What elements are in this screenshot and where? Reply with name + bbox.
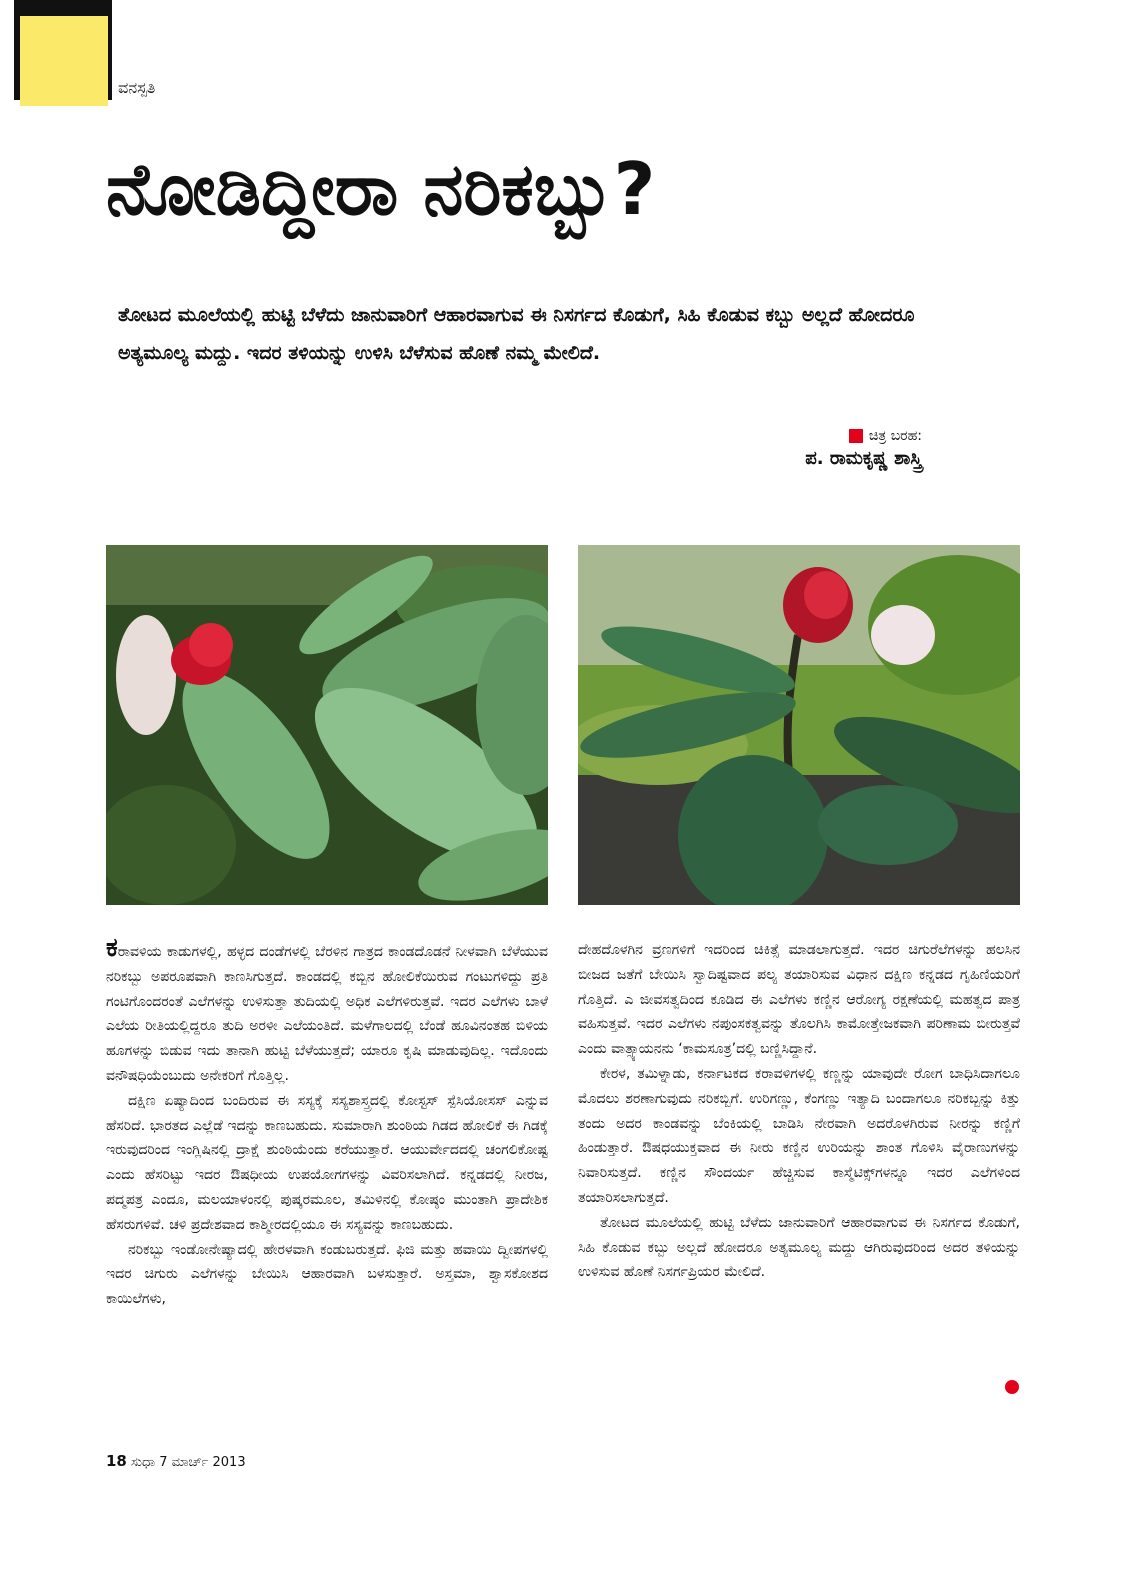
- end-mark-icon: [1005, 1380, 1019, 1394]
- body-column-left: [106, 933, 548, 1312]
- body-paragraph: ನರಿಕಬ್ಬು ಇಂಡೋನೇಷ್ಯಾದಲ್ಲಿ ಹೇರಳವಾಗಿ ಕಂಡುಬರುತ್ತದೆ. ಫಿಜಿ ಮತ್ತು ಹವಾಯಿ ದ್ವೀಪಗಳಲ್ಲಿ ಇದರ ಚಿಗುರು ಎಲೆಗಳನ್ನು ಬೇಯಿಸಿ ಆಹಾರವಾಗಿ ಬಳಸುತ್ತಾರೆ. ಅಸ್ತಮಾ, ಶ್ವಾಸಕೋಶದ ಕಾಯಿಲೆಗಳು,: [106, 1241, 548, 1308]
- body-paragraph: ದೇಹದೊಳಗಿನ ವ್ರಣಗಳಿಗೆ ಇದರಿಂದ ಚಿಕಿತ್ಸೆ ಮಾಡಲಾಗುತ್ತದೆ. ಇದರ ಚಿಗುರೆಲೆಗಳನ್ನು ಹಲಸಿನ ಬೀಜದ ಜತೆಗೆ ಬೇಯಿಸಿ ಸ್ವಾದಿಷ್ಟವಾದ ಪಲ್ಯ ತಯಾರಿಸುವ ವಿಧಾನ ದಕ್ಷಿಣ ಕನ್ನಡದ ಗೃಹಿಣಿಯರಿಗೆ ಗೊತ್ತಿದೆ. ಎ ಜೀವಸತ್ವದಿಂದ ಕೂಡಿದ ಈ ಎಲೆಗಳು ಕಣ್ಣಿನ ಆರೋಗ್ಯ ರಕ್ಷಣೆಯಲ್ಲಿ ಮಹತ್ವದ ಪಾತ್ರ ವಹಿಸುತ್ತವೆ. ಇದರ ಎಲೆಗಳು ನಪುಂಸಕತ್ವವನ್ನು ತೊಲಗಿಸಿ ಕಾಮೋತ್ತೇಜಕವಾಗಿ ಪರಿಣಾಮ ಬೀರುತ್ತವೆ ಎಂದು ವಾತ್ಸ್ಯಾಯನನು ‘ಕಾಮಸೂತ್ರ’ದಲ್ಲಿ ಬಣ್ಣಿಸಿದ್ದಾನೆ.: [578, 942, 1020, 1058]
- standfirst: ತೋಟದ ಮೂಲೆಯಲ್ಲಿ ಹುಟ್ಟಿ ಬೆಳೆದು ಜಾನುವಾರಿಗೆ ಆಹಾರವಾಗುವ ಈ ನಿಸರ್ಗದ ಕೊಡುಗೆ, ಸಿಹಿ ಕೊಡುವ ಕಬ್ಬು ಅಲ್ಲದೆ ಹೋದರೂ ಅತ್ಯಮೂಲ್ಯ ಮದ್ದು. ಇದರ ತಳಿಯನ್ನು ಉಳಿಸಿ ಬೆಳೆಸುವ ಹೊಣೆ ನಮ್ಮ ಮೇಲಿದೆ.: [118, 304, 915, 364]
- plant-photo-right: [578, 545, 1020, 905]
- drop-cap: ಕ: [106, 933, 118, 963]
- section-label: ವನಸ್ಪತಿ: [118, 78, 156, 97]
- body-paragraph: [106, 933, 548, 1089]
- body-paragraph: ತೋಟದ ಮೂಲೆಯಲ್ಲಿ ಹುಟ್ಟಿ ಬೆಳೆದು ಜಾನುವಾರಿಗೆ ಆಹಾರವಾಗುವ ಈ ನಿಸರ್ಗದ ಕೊಡುಗೆ, ಸಿಹಿ ಕೊಡುವ ಕಬ್ಬು ಅಲ್ಲದೆ ಹೋದರೂ ಅತ್ಯಮೂಲ್ಯ ಮದ್ದು ಆಗಿರುವುದರಿಂದ ಅದರ ತಳಿಯನ್ನು ಉಳಿಸುವ ಹೊಣೆ ನಿಸರ್ಗಪ್ರಿಯರ ಮೇಲಿದೆ.: [578, 1214, 1020, 1281]
- body-paragraph: ದಕ್ಷಿಣ ಏಷ್ಯಾದಿಂದ ಬಂದಿರುವ ಈ ಸಸ್ಯಕ್ಕೆ ಸಸ್ಯಶಾಸ್ತ್ರದಲ್ಲಿ ಕೋಸ್ಟಸ್ ಸ್ಪೆಸಿಯೋಸಸ್ ಎನ್ನುವ ಹೆಸರಿದೆ. ಭಾರತದ ಎಲ್ಲೆಡೆ ಇದನ್ನು ಕಾಣಬಹುದು. ಸುಮಾರಾಗಿ ಶುಂಠಿಯ ಗಿಡದ ಹೋಲಿಕೆ ಈ ಗಿಡಕ್ಕೆ ಇರುವುದರಿಂದ ಇಂಗ್ಲಿಷಿನಲ್ಲಿ ದ್ರಾಕ್ಷೆ ಶುಂಠಿಯೆಂದು ಕರೆಯುತ್ತಾರೆ. ಆಯುರ್ವೇದದಲ್ಲಿ ಚಂಗಲಿಕೋಷ್ಟ ಎಂದು ಹೆಸರಿಟ್ಟು ಇದರ ಔಷಧೀಯ ಉಪಯೋಗಗಳನ್ನು ವಿವರಿಸಲಾಗಿದೆ. ಕನ್ನಡದಲ್ಲಿ ನೀರಜ, ಪದ್ಮಪತ್ರ ಎಂದೂ, ಮಲಯಾಳಂನಲ್ಲಿ ಪುಷ್ಕರಮೂಲ, ತಮಿಳಿನಲ್ಲಿ ಕೋಷ್ಠಂ ಮುಂತಾಗಿ ಪ್ರಾದೇಶಿಕ ಹೆಸರುಗಳಿವೆ. ಚಳಿ ಪ್ರದೇಶವಾದ ಕಾಶ್ಮೀರದಲ್ಲಿಯೂ ಈ ಸಸ್ಯವನ್ನು ಕಾಣಬಹುದು.: [106, 1092, 548, 1233]
- body-paragraph-text: ರಾವಳಿಯ ಕಾಡುಗಳಲ್ಲಿ, ಹಳ್ಳದ ದಂಡೆಗಳಲ್ಲಿ ಬೆರಳಿನ ಗಾತ್ರದ ಕಾಂಡದೊಡನೆ ನೀಳವಾಗಿ ಬೆಳೆಯುವ ನರಿಕಬ್ಬು ಅಪರೂಪವಾಗಿ ಕಾಣಸಿಗುತ್ತದೆ. ಕಾಂಡದಲ್ಲಿ ಕಬ್ಬಿನ ಹೋಲಿಕೆಯಿರುವ ಗಂಟುಗಳಿದ್ದು ಪ್ರತಿ ಗಂಟಿಗೊಂದರಂತೆ ಎಲೆಗಳನ್ನು ಉಳಿಸುತ್ತಾ ತುದಿಯಲ್ಲಿ ಅಧಿಕ ಎಲೆಗಳಿರುತ್ತವೆ. ಇದರ ಎಲೆಗಳು ಬಾಳೆ ಎಲೆಯ ರೀತಿಯಲ್ಲಿದ್ದರೂ ತುದಿ ಅರಳೀ ಎಲೆಯಂತಿದೆ. ಮಳೆಗಾಲದಲ್ಲಿ ಬೆಂಡೆ ಹೂವಿನಂತಹ ಬಿಳಿಯ ಹೂಗಳನ್ನು ಬಿಡುವ ಇದು ತಾನಾಗಿ ಹುಟ್ಟಿ ಬೆಳೆಯುತ್ತದೆ; ಯಾರೂ ಕೃಷಿ ಮಾಡುವುದಿಲ್ಲ. ಇದೊಂದು ವನೌಷಧಿಯೆಂಬುದು ಅನೇಕರಿಗೆ ಗೊತ್ತಿಲ್ಲ.: [106, 944, 548, 1084]
- plant-photo-left: [106, 545, 548, 905]
- issue-date: 7 ಮಾರ್ಚ್ 2013: [159, 1455, 246, 1470]
- headline: ನೋಡಿದ್ದೀರಾ ನರಿಕಬ್ಬು?: [106, 147, 656, 231]
- byline-label-row: [805, 428, 922, 444]
- body-paragraph: ಕೇರಳ, ತಮಿಳ್ನಾಡು, ಕರ್ನಾಟಕದ ಕರಾವಳಿಗಳಲ್ಲಿ ಕಣ್ಣನ್ನು ಯಾವುದೇ ರೋಗ ಬಾಧಿಸಿದಾಗಲೂ ಮೊದಲು ಶರಣಾಗುವುದು ನರಿಕಬ್ಬಿಗೆ. ಉರಿಗಣ್ಣು, ಕೆಂಗಣ್ಣು ಇತ್ಯಾದಿ ಬಂದಾಗಲೂ ನರಿಕಬ್ಬನ್ನು ಕಿತ್ತು ತಂದು ಅದರ ಕಾಂಡವನ್ನು ಬೆಂಕಿಯಲ್ಲಿ ಬಾಡಿಸಿ ನೇರವಾಗಿ ಅದರೊಳಗಿರುವ ನೀರನ್ನು ಕಣ್ಣಿಗೆ ಹಿಂಡುತ್ತಾರೆ. ಔಷಧಯುಕ್ತವಾದ ಈ ನೀರು ಕಣ್ಣಿನ ಉರಿಯನ್ನು ಶಾಂತ ಗೊಳಿಸಿ ವೈರಾಣುಗಳನ್ನು ನಿವಾರಿಸುತ್ತದೆ. ಕಣ್ಣಿನ ಸೌಂದರ್ಯ ಹೆಚ್ಚಿಸುವ ಕಾಸ್ಮೆಟಿಕ್ಸ್‌ಗಳನ್ನೂ ಇದರ ಎಲೆಗಳಿಂದ ತಯಾರಿಸಲಾಗುತ್ತದೆ.: [578, 1065, 1020, 1206]
- byline: [805, 428, 922, 469]
- folio: [106, 1452, 246, 1470]
- magazine-name: ಸುಧಾ: [131, 1455, 156, 1470]
- red-square-icon: [849, 429, 863, 443]
- page-number: 18: [106, 1452, 127, 1470]
- author-name: ಪ. ರಾಮಕೃಷ್ಣ ಶಾಸ್ತ್ರಿ: [805, 448, 922, 469]
- byline-label: ಚಿತ್ರ ಬರಹ:: [868, 428, 922, 444]
- section-marker: [20, 16, 108, 106]
- body-column-right: [578, 938, 1020, 1285]
